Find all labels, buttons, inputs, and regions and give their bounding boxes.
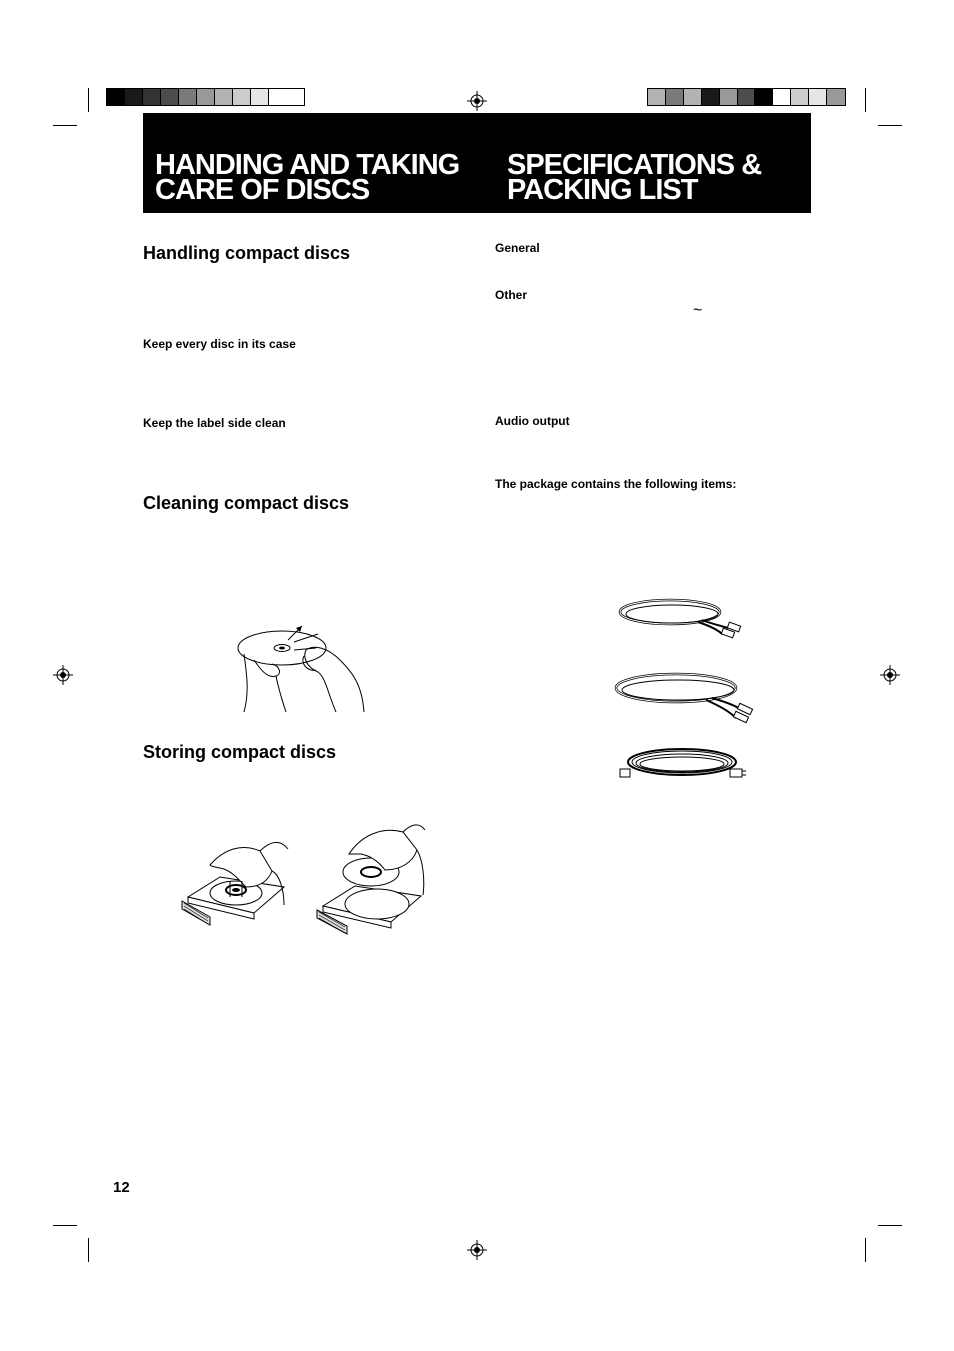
color-bar-left: [106, 88, 305, 106]
registration-mark-icon: [53, 665, 73, 685]
page-number: 12: [113, 1179, 130, 1196]
crop-mark: [53, 1225, 77, 1226]
keep-case-heading: Keep every disc in its case: [143, 337, 296, 351]
other-heading: Other: [495, 288, 528, 302]
registration-mark-icon: [467, 91, 487, 111]
color-swatch: [107, 89, 125, 105]
color-swatch: [251, 89, 269, 105]
color-swatch: [666, 89, 684, 105]
video-cable-icon: [614, 670, 754, 730]
audio-cable-icon: [618, 596, 743, 646]
color-swatch: [215, 89, 233, 105]
color-swatch: [809, 89, 827, 105]
color-swatch: [738, 89, 756, 105]
disc-cleaning-illustration: [236, 620, 366, 715]
cleaning-title: Cleaning compact discs: [143, 493, 350, 513]
registration-mark-icon: [467, 1240, 487, 1260]
color-swatch: [125, 89, 143, 105]
crop-mark: [878, 125, 902, 126]
color-swatch: [791, 89, 809, 105]
color-swatch: [755, 89, 773, 105]
crop-mark: [865, 88, 866, 112]
ac-symbol: ~: [693, 302, 703, 319]
left-page-title: HANDING AND TAKING CARE OF DISCS: [155, 149, 460, 206]
keep-label-heading: Keep the label side clean: [143, 416, 286, 430]
color-swatch: [648, 89, 666, 105]
right-page-title: SPECIFICATIONS & PACKING LIST: [507, 149, 762, 206]
color-swatch: [702, 89, 720, 105]
color-swatch: [179, 89, 197, 105]
color-swatch: [161, 89, 179, 105]
disc-tray-storing-illustration-2: [313, 820, 428, 945]
color-swatch: [684, 89, 702, 105]
disc-tray-storing-illustration-1: [180, 835, 290, 935]
crop-mark: [878, 1225, 902, 1226]
color-swatch: [773, 89, 791, 105]
package-heading: The package contains the following items:: [495, 477, 737, 491]
crop-mark: [53, 125, 77, 126]
color-swatch: [827, 89, 845, 105]
color-swatch: [143, 89, 161, 105]
storing-title: Storing compact discs: [143, 742, 337, 762]
crop-mark: [88, 1238, 89, 1262]
power-cord-icon: [618, 742, 748, 787]
color-swatch: [269, 89, 287, 105]
color-swatch: [233, 89, 251, 105]
handling-title: Handling compact discs: [143, 243, 351, 263]
general-heading: General: [495, 241, 540, 255]
color-swatch: [720, 89, 738, 105]
registration-mark-icon: [880, 665, 900, 685]
color-bar-right: [647, 88, 846, 106]
audio-output-heading: Audio output: [495, 414, 570, 428]
color-swatch: [197, 89, 215, 105]
crop-mark: [865, 1238, 866, 1262]
crop-mark: [88, 88, 89, 112]
page-header: [143, 113, 811, 213]
